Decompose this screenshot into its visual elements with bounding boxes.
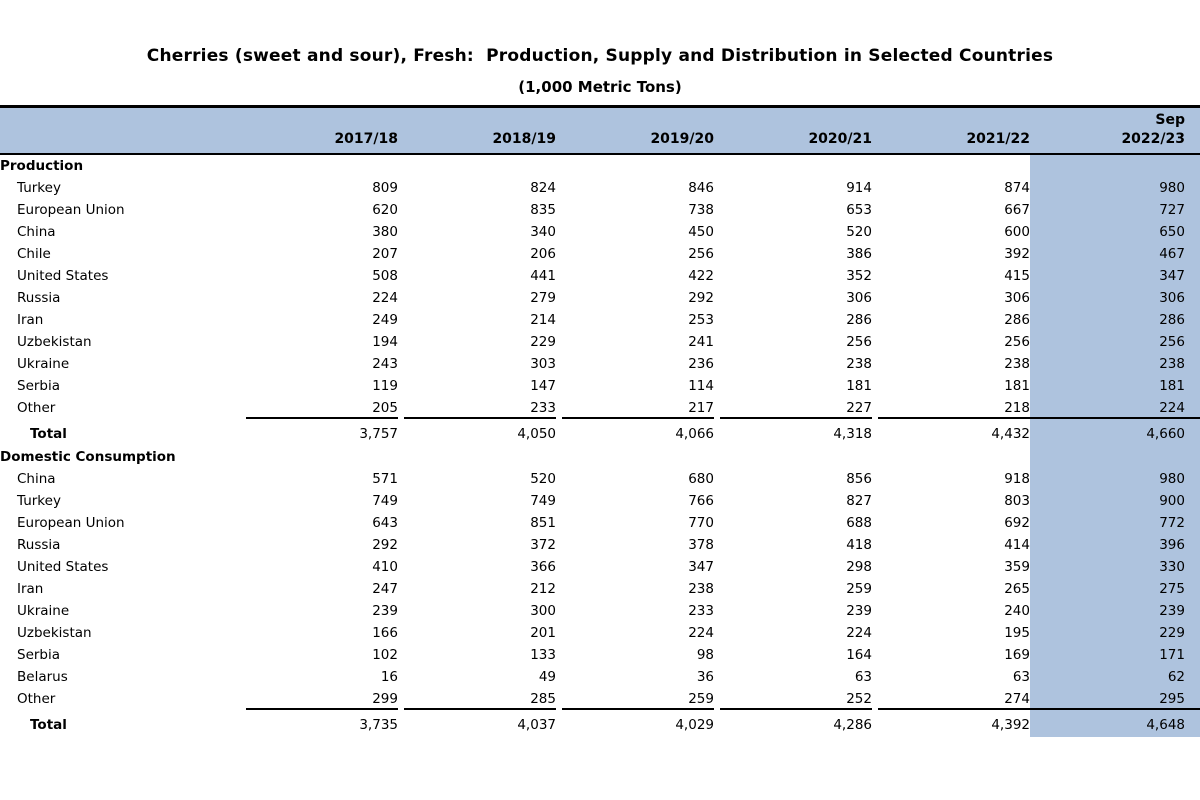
country-label: Belarus bbox=[17, 669, 68, 685]
value-cell: 239 bbox=[846, 603, 872, 619]
value-cell: 422 bbox=[688, 268, 714, 284]
value-cell: 846 bbox=[688, 180, 714, 196]
value-cell bbox=[240, 155, 398, 177]
value-cell: 252 bbox=[714, 688, 872, 710]
value-cell: 63 bbox=[1012, 669, 1030, 685]
value-cell: 217 bbox=[556, 397, 714, 419]
country-label: European Union bbox=[17, 202, 125, 218]
value-cell: 224 bbox=[846, 625, 872, 641]
value-cell: 415 bbox=[1004, 268, 1030, 284]
table-row bbox=[0, 446, 1200, 468]
table-row bbox=[0, 622, 1200, 644]
table-row bbox=[0, 534, 1200, 556]
value-cell: 256 bbox=[688, 246, 714, 262]
value-cell: 274 bbox=[872, 688, 1030, 710]
value-cell: 36 bbox=[696, 669, 714, 685]
psd-table bbox=[0, 105, 1200, 737]
section-header: Production bbox=[0, 158, 84, 174]
value-cell: 4,660 bbox=[1030, 419, 1200, 446]
value-cell bbox=[714, 446, 872, 468]
value-cell: 372 bbox=[530, 537, 556, 553]
country-label: Uzbekistan bbox=[17, 625, 92, 641]
value-cell: 218 bbox=[872, 397, 1030, 419]
value-cell: 241 bbox=[688, 334, 714, 350]
value-cell: 347 bbox=[688, 559, 714, 575]
value-cell: 295 bbox=[1030, 688, 1200, 710]
value-cell: 224 bbox=[1030, 397, 1200, 419]
value-cell: 238 bbox=[688, 581, 714, 597]
value-cell: 224 bbox=[372, 290, 398, 306]
value-cell: 600 bbox=[1004, 224, 1030, 240]
value-cell: 688 bbox=[846, 515, 872, 531]
value-cell: 900 bbox=[1030, 490, 1200, 512]
table-row bbox=[0, 666, 1200, 688]
value-cell: 4,066 bbox=[675, 426, 714, 442]
value-cell: 520 bbox=[846, 224, 872, 240]
value-cell: 330 bbox=[1030, 556, 1200, 578]
value-cell: 16 bbox=[380, 669, 398, 685]
value-cell: 414 bbox=[1004, 537, 1030, 553]
table-row bbox=[0, 353, 1200, 375]
value-cell: 727 bbox=[1030, 199, 1200, 221]
value-cell: 181 bbox=[1030, 375, 1200, 397]
value-cell: 243 bbox=[372, 356, 398, 372]
country-label: United States bbox=[17, 559, 109, 575]
value-cell: 392 bbox=[1004, 246, 1030, 262]
value-cell: 749 bbox=[372, 493, 398, 509]
table-row bbox=[0, 710, 1200, 737]
value-cell: 98 bbox=[696, 647, 714, 663]
value-cell: 4,029 bbox=[675, 717, 714, 733]
table-row bbox=[0, 644, 1200, 666]
value-cell: 247 bbox=[372, 581, 398, 597]
col-header-2021-22: 2021/22 bbox=[872, 105, 1030, 155]
value-cell: 980 bbox=[1030, 177, 1200, 199]
value-cell: 378 bbox=[688, 537, 714, 553]
country-label: Iran bbox=[17, 312, 44, 328]
value-cell: 766 bbox=[688, 493, 714, 509]
value-cell: 292 bbox=[688, 290, 714, 306]
value-cell: 4,392 bbox=[991, 717, 1030, 733]
value-cell: 856 bbox=[846, 471, 872, 487]
table-row bbox=[0, 265, 1200, 287]
value-cell: 4,432 bbox=[991, 426, 1030, 442]
country-label: Ukraine bbox=[17, 356, 70, 372]
value-cell: 239 bbox=[372, 603, 398, 619]
country-label: China bbox=[17, 224, 56, 240]
value-cell: 980 bbox=[1030, 468, 1200, 490]
value-cell: 4,318 bbox=[833, 426, 872, 442]
col-header-2017-18: 2017/18 bbox=[240, 105, 398, 155]
value-cell: 692 bbox=[1004, 515, 1030, 531]
value-cell: 306 bbox=[846, 290, 872, 306]
value-cell: 352 bbox=[846, 268, 872, 284]
value-cell: 229 bbox=[530, 334, 556, 350]
value-cell: 259 bbox=[556, 688, 714, 710]
value-cell: 171 bbox=[1030, 644, 1200, 666]
table-row bbox=[0, 375, 1200, 397]
country-label: Turkey bbox=[17, 180, 61, 196]
value-cell: 229 bbox=[1030, 622, 1200, 644]
value-cell: 286 bbox=[1004, 312, 1030, 328]
value-cell: 770 bbox=[688, 515, 714, 531]
table-header-row bbox=[0, 105, 1200, 155]
table-row bbox=[0, 221, 1200, 243]
value-cell: 359 bbox=[1004, 559, 1030, 575]
value-cell: 520 bbox=[530, 471, 556, 487]
table-row bbox=[0, 419, 1200, 446]
value-cell: 233 bbox=[688, 603, 714, 619]
value-cell: 238 bbox=[1004, 356, 1030, 372]
value-cell: 147 bbox=[530, 378, 556, 394]
value-cell bbox=[240, 446, 398, 468]
country-label: Serbia bbox=[17, 378, 61, 394]
value-cell bbox=[1030, 446, 1200, 468]
col-header-2019-20: 2019/20 bbox=[556, 105, 714, 155]
value-cell bbox=[872, 446, 1030, 468]
value-cell: 256 bbox=[1030, 331, 1200, 353]
country-label: Turkey bbox=[17, 493, 61, 509]
value-cell bbox=[872, 155, 1030, 177]
value-cell: 227 bbox=[714, 397, 872, 419]
value-cell: 772 bbox=[1030, 512, 1200, 534]
value-cell: 212 bbox=[530, 581, 556, 597]
value-cell: 680 bbox=[688, 471, 714, 487]
country-label: Chile bbox=[17, 246, 51, 262]
value-cell: 4,286 bbox=[833, 717, 872, 733]
country-label: Uzbekistan bbox=[17, 334, 92, 350]
country-label: European Union bbox=[17, 515, 125, 531]
value-cell: 285 bbox=[398, 688, 556, 710]
value-cell: 467 bbox=[1030, 243, 1200, 265]
value-cell: 299 bbox=[240, 688, 398, 710]
col-header-2022-23 bbox=[1030, 105, 1200, 155]
value-cell: 239 bbox=[1030, 600, 1200, 622]
value-cell: 418 bbox=[846, 537, 872, 553]
value-cell: 249 bbox=[372, 312, 398, 328]
col-header-month: Sep bbox=[1155, 112, 1185, 128]
value-cell bbox=[714, 155, 872, 177]
value-cell: 303 bbox=[530, 356, 556, 372]
value-cell: 236 bbox=[688, 356, 714, 372]
value-cell: 206 bbox=[530, 246, 556, 262]
value-cell: 450 bbox=[688, 224, 714, 240]
value-cell: 653 bbox=[846, 202, 872, 218]
value-cell: 809 bbox=[372, 180, 398, 196]
value-cell: 749 bbox=[530, 493, 556, 509]
value-cell bbox=[556, 446, 714, 468]
value-cell: 253 bbox=[688, 312, 714, 328]
value-cell: 224 bbox=[688, 625, 714, 641]
table-row bbox=[0, 600, 1200, 622]
value-cell: 4,037 bbox=[517, 717, 556, 733]
value-cell: 279 bbox=[530, 290, 556, 306]
value-cell: 102 bbox=[372, 647, 398, 663]
value-cell: 133 bbox=[530, 647, 556, 663]
value-cell: 292 bbox=[372, 537, 398, 553]
value-cell: 240 bbox=[1004, 603, 1030, 619]
value-cell: 650 bbox=[1030, 221, 1200, 243]
value-cell: 803 bbox=[1004, 493, 1030, 509]
value-cell: 114 bbox=[688, 378, 714, 394]
country-label: Russia bbox=[17, 290, 61, 306]
table-row bbox=[0, 177, 1200, 199]
value-cell: 286 bbox=[846, 312, 872, 328]
value-cell: 214 bbox=[530, 312, 556, 328]
value-cell: 166 bbox=[372, 625, 398, 641]
value-cell: 169 bbox=[1004, 647, 1030, 663]
value-cell: 441 bbox=[530, 268, 556, 284]
value-cell: 265 bbox=[1004, 581, 1030, 597]
value-cell: 233 bbox=[398, 397, 556, 419]
value-cell: 386 bbox=[846, 246, 872, 262]
table-row bbox=[0, 155, 1200, 177]
header-label-cell bbox=[0, 105, 240, 155]
table-row bbox=[0, 688, 1200, 710]
value-cell: 205 bbox=[240, 397, 398, 419]
value-cell: 366 bbox=[530, 559, 556, 575]
country-label: United States bbox=[17, 268, 109, 284]
report-title: Cherries (sweet and sour), Fresh: Production, Supply and Distribution in Selected Countries bbox=[146, 46, 1054, 66]
col-header-2020-21: 2020/21 bbox=[714, 105, 872, 155]
value-cell: 62 bbox=[1030, 666, 1200, 688]
table-row bbox=[0, 243, 1200, 265]
value-cell: 347 bbox=[1030, 265, 1200, 287]
value-cell: 571 bbox=[372, 471, 398, 487]
table-row bbox=[0, 468, 1200, 490]
value-cell: 256 bbox=[846, 334, 872, 350]
country-label: Iran bbox=[17, 581, 44, 597]
value-cell: 738 bbox=[688, 202, 714, 218]
value-cell: 298 bbox=[846, 559, 872, 575]
value-cell: 49 bbox=[538, 669, 556, 685]
value-cell: 380 bbox=[372, 224, 398, 240]
value-cell: 396 bbox=[1030, 534, 1200, 556]
value-cell: 4,648 bbox=[1030, 710, 1200, 737]
value-cell: 256 bbox=[1004, 334, 1030, 350]
value-cell: 4,050 bbox=[517, 426, 556, 442]
value-cell: 238 bbox=[846, 356, 872, 372]
value-cell: 410 bbox=[372, 559, 398, 575]
table-row bbox=[0, 199, 1200, 221]
table-row bbox=[0, 512, 1200, 534]
value-cell: 207 bbox=[372, 246, 398, 262]
value-cell: 194 bbox=[372, 334, 398, 350]
value-cell: 164 bbox=[846, 647, 872, 663]
value-cell: 119 bbox=[372, 378, 398, 394]
value-cell: 835 bbox=[530, 202, 556, 218]
value-cell: 259 bbox=[846, 581, 872, 597]
value-cell: 643 bbox=[372, 515, 398, 531]
value-cell: 181 bbox=[846, 378, 872, 394]
value-cell: 620 bbox=[372, 202, 398, 218]
table-row bbox=[0, 578, 1200, 600]
value-cell: 667 bbox=[1004, 202, 1030, 218]
country-label: Other bbox=[17, 691, 56, 707]
value-cell: 914 bbox=[846, 180, 872, 196]
col-header-stack bbox=[1030, 111, 1185, 149]
table-row bbox=[0, 287, 1200, 309]
table-row bbox=[0, 309, 1200, 331]
country-label: China bbox=[17, 471, 56, 487]
value-cell bbox=[398, 155, 556, 177]
total-label: Total bbox=[30, 426, 67, 442]
value-cell: 508 bbox=[372, 268, 398, 284]
value-cell bbox=[398, 446, 556, 468]
country-label: Serbia bbox=[17, 647, 61, 663]
value-cell: 195 bbox=[1004, 625, 1030, 641]
report-subtitle: (1,000 Metric Tons) bbox=[518, 78, 682, 96]
table-row bbox=[0, 556, 1200, 578]
table-row bbox=[0, 397, 1200, 419]
value-cell: 918 bbox=[1004, 471, 1030, 487]
col-header-2018-19: 2018/19 bbox=[398, 105, 556, 155]
value-cell: 340 bbox=[530, 224, 556, 240]
value-cell bbox=[556, 155, 714, 177]
value-cell: 3,735 bbox=[359, 717, 398, 733]
value-cell: 201 bbox=[530, 625, 556, 641]
value-cell: 824 bbox=[530, 180, 556, 196]
total-label: Total bbox=[30, 717, 67, 733]
value-cell: 306 bbox=[1004, 290, 1030, 306]
section-header: Domestic Consumption bbox=[0, 449, 176, 465]
value-cell: 286 bbox=[1030, 309, 1200, 331]
value-cell: 300 bbox=[530, 603, 556, 619]
value-cell: 827 bbox=[846, 493, 872, 509]
value-cell: 306 bbox=[1030, 287, 1200, 309]
value-cell: 3,757 bbox=[359, 426, 398, 442]
table-row bbox=[0, 331, 1200, 353]
country-label: Other bbox=[17, 400, 56, 416]
value-cell: 181 bbox=[1004, 378, 1030, 394]
value-cell: 851 bbox=[530, 515, 556, 531]
country-label: Russia bbox=[17, 537, 61, 553]
country-label: Ukraine bbox=[17, 603, 70, 619]
table-row bbox=[0, 490, 1200, 512]
value-cell bbox=[1030, 155, 1200, 177]
value-cell: 874 bbox=[1004, 180, 1030, 196]
value-cell: 238 bbox=[1030, 353, 1200, 375]
col-header-year: 2022/23 bbox=[1121, 131, 1185, 147]
value-cell: 275 bbox=[1030, 578, 1200, 600]
value-cell: 63 bbox=[854, 669, 872, 685]
